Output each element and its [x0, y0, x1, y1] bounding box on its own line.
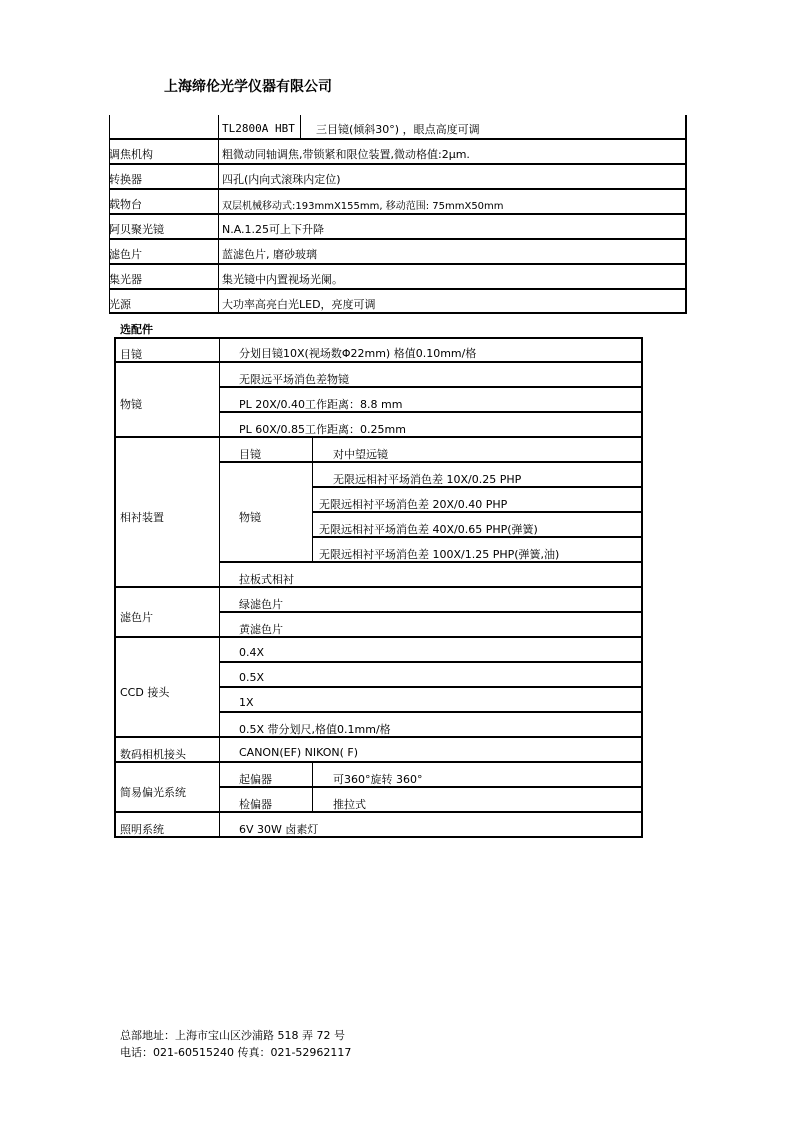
row-label: 集光器 — [109, 273, 142, 286]
opt-value: 0.4X — [239, 646, 265, 659]
model-desc: 三目镜(倾斜30°) ，眼点高度可调 — [316, 123, 480, 136]
row-label: 调焦机构 — [109, 148, 153, 161]
opt-sublabel: 起偏器 — [239, 773, 272, 786]
opt-label: CCD 接头 — [120, 686, 170, 699]
opt-value: 0.5X 带分划尺,格值0.1mm/格 — [239, 723, 391, 736]
opt-value: 0.5X — [239, 671, 265, 684]
opt-value: CANON(EF) NIKON( F) — [239, 746, 359, 759]
opt-value: 无限远平场消色差物镜 — [239, 373, 349, 386]
row-label: 光源 — [109, 298, 131, 311]
opt-value: 分划目镜10X(视场数Φ22mm) 格值0.10mm/格 — [239, 347, 477, 360]
company-title: 上海缔伦光学仪器有限公司 — [164, 79, 332, 95]
opt-value: 对中望远镜 — [333, 448, 388, 461]
opt-value: PL 20X/0.40工作距离：8.8 mm — [239, 398, 403, 411]
opt-label: 照明系统 — [120, 823, 164, 836]
row-value: 大功率高亮白光LED，亮度可调 — [222, 298, 376, 311]
opt-value: 无限远相衬平场消色差 100X/1.25 PHP(弹簧,油) — [319, 548, 560, 561]
opt-value: 黄滤色片 — [239, 623, 283, 636]
opt-value: 1X — [239, 696, 254, 709]
row-value: 蓝滤色片, 磨砂玻璃 — [222, 248, 317, 261]
options-heading: 选配件 — [120, 323, 153, 336]
opt-value: 绿滤色片 — [239, 598, 283, 611]
opt-sublabel: 目镜 — [239, 448, 261, 461]
footer-phone: 电话：021-60515240 传真：021-52962117 — [120, 1046, 352, 1059]
opt-sublabel: 物镜 — [239, 511, 261, 524]
opt-value: 无限远相衬平场消色差 20X/0.40 PHP — [319, 498, 508, 511]
opt-label: 滤色片 — [120, 611, 153, 624]
opt-value: 可360°旋转 360° — [333, 773, 423, 786]
row-value: N.A.1.25可上下升降 — [222, 223, 325, 236]
row-label: 载物台 — [109, 198, 142, 211]
row-value: 双层机械移动式:193mmX155mm, 移动范围: 75mmX50mm — [222, 201, 504, 212]
opt-value: PL 60X/0.85工作距离：0.25mm — [239, 423, 406, 436]
opt-label: 简易偏光系统 — [120, 786, 186, 799]
opt-value: 推拉式 — [333, 798, 366, 811]
opt-label: 物镜 — [120, 398, 142, 411]
opt-value: 6V 30W 卤素灯 — [239, 823, 319, 836]
opt-label: 数码相机接头 — [120, 748, 186, 761]
opt-sublabel: 检偏器 — [239, 798, 272, 811]
footer-address: 总部地址：上海市宝山区沙浦路 518 弄 72 号 — [120, 1029, 345, 1042]
opt-value: 拉板式相衬 — [239, 573, 294, 586]
row-value: 粗微动同轴调焦,带锁紧和限位装置,微动格值:2μm. — [222, 148, 470, 161]
row-value: 集光镜中内置视场光阑。 — [222, 273, 343, 286]
opt-label: 相衬装置 — [120, 511, 164, 524]
opt-label: 目镜 — [120, 348, 142, 361]
opt-value: 无限远相衬平场消色差 10X/0.25 PHP — [333, 473, 522, 486]
opt-value: 无限远相衬平场消色差 40X/0.65 PHP(弹簧) — [319, 523, 538, 536]
model-code: TL2800A HBT — [222, 122, 295, 135]
row-value: 四孔(内向式滚珠内定位) — [222, 173, 341, 186]
row-label: 阿贝聚光镜 — [109, 223, 164, 236]
row-label: 滤色片 — [109, 248, 142, 261]
row-label: 转换器 — [109, 173, 142, 186]
